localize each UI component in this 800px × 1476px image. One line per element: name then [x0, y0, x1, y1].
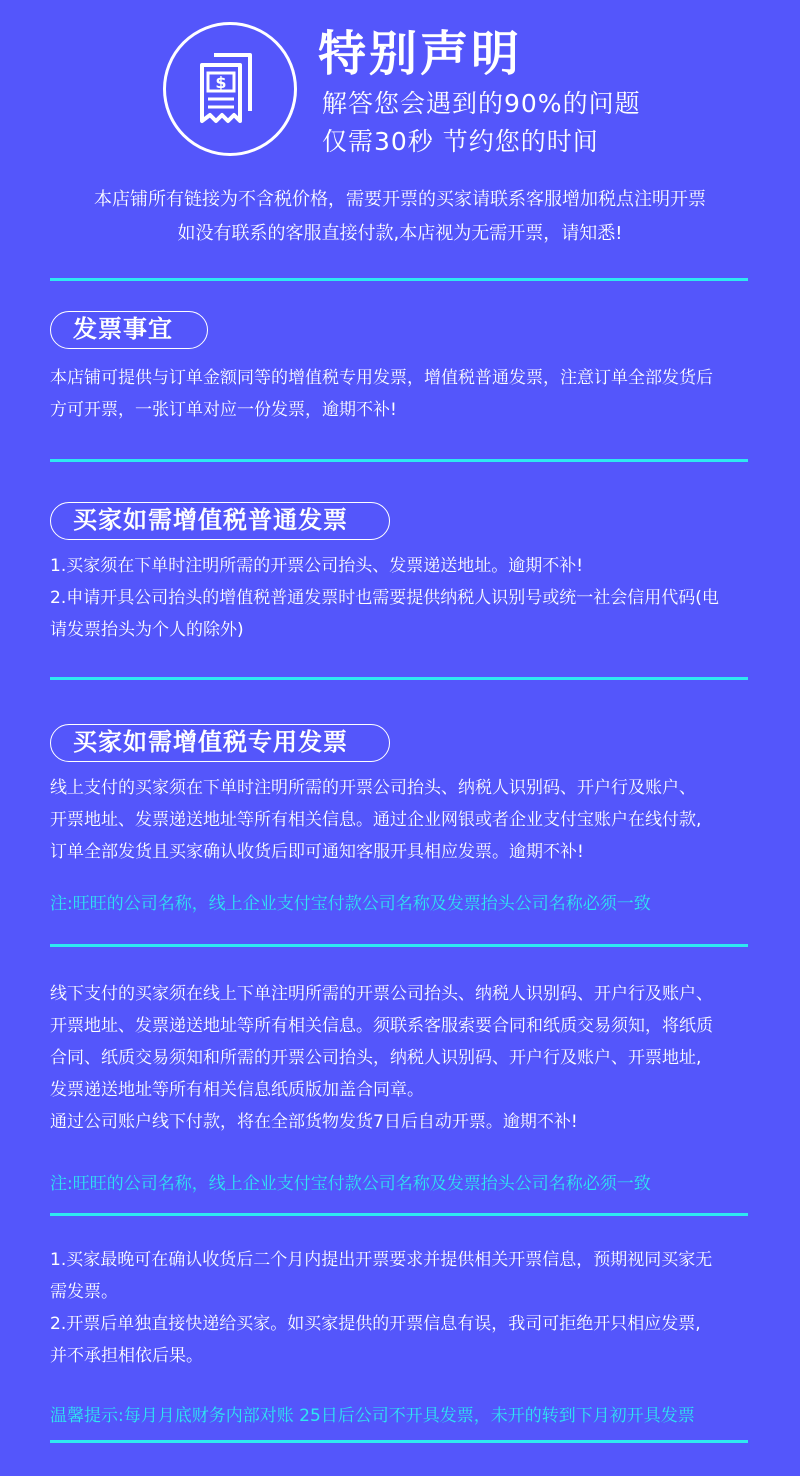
section-heading-normal-vat: 买家如需增值税普通发票 — [50, 502, 390, 540]
section-final-body — [50, 1244, 760, 1372]
text-line: 开票地址、发票递送地址等所有相关信息。通过企业网银或者企业支付宝账户在线付款, — [50, 810, 702, 830]
section-normal-body — [50, 550, 760, 646]
text-line: 订单全部发货且买家确认收货后即可通知客服开具相应发票。逾期不补! — [50, 842, 584, 862]
divider — [50, 677, 748, 680]
text-line: 2.申请开具公司抬头的增值税普通发票时也需要提供纳税人识别号或统一社会信用代码(电 — [50, 588, 719, 608]
text-line: 线下支付的买家须在线上下单注明所需的开票公司抬头、纳税人识别码、开户行及账户、 — [50, 984, 713, 1004]
divider — [50, 278, 748, 281]
section-special-note: 注:旺旺的公司名称，线上企业支付宝付款公司名称及发票抬头公司名称必须一致 — [50, 894, 651, 914]
text-line: 方可开票，一张订单对应一份发票，逾期不补! — [50, 400, 397, 420]
text-line: 1.买家最晚可在确认收货后二个月内提出开票要求并提供相关开票信息，预期视同买家无 — [50, 1250, 713, 1270]
text-line: 1.买家须在下单时注明所需的开票公司抬头、发票递送地址。逾期不补! — [50, 556, 584, 576]
notice-line-2: 如没有联系的客服直接付款,本店视为无需开票，请知悉! — [177, 223, 623, 244]
svg-text:$: $ — [215, 73, 227, 92]
receipt-dollar-icon — [163, 22, 297, 156]
text-line: 需发票。 — [50, 1282, 118, 1302]
text-line: 线上支付的买家须在下单时注明所需的开票公司抬头、纳税人识别码、开户行及账户、 — [50, 778, 696, 798]
section-heading-special-vat: 买家如需增值税专用发票 — [50, 724, 390, 762]
section-heading-invoice: 发票事宜 — [50, 311, 208, 349]
section-invoice-body — [50, 362, 760, 426]
section-offline-body — [50, 978, 760, 1138]
warm-tip-note: 温馨提示:每月月底财务内部对账 25日后公司不开具发票，未开的转到下月初开具发票 — [50, 1406, 695, 1426]
divider — [50, 1440, 748, 1443]
text-line: 本店铺可提供与订单金额同等的增值税专用发票，增值税普通发票，注意订单全部发货后 — [50, 368, 713, 388]
section-offline-note: 注:旺旺的公司名称，线上企业支付宝付款公司名称及发票抬头公司名称必须一致 — [50, 1174, 651, 1194]
notice-line-1: 本店铺所有链接为不含税价格，需要开票的买家请联系客服增加税点注明开票 — [94, 189, 706, 210]
text-line: 2.开票后单独直接快递给买家。如买家提供的开票信息有误，我司可拒绝开只相应发票, — [50, 1314, 701, 1334]
text-line: 请发票抬头为个人的除外) — [50, 620, 244, 640]
text-line: 开票地址、发票递送地址等所有相关信息。须联系客服索要合同和纸质交易须知，将纸质 — [50, 1016, 713, 1036]
section-special-body — [50, 772, 760, 868]
text-line: 通过公司账户线下付款，将在全部货物发货7日后自动开票。逾期不补! — [50, 1112, 578, 1132]
page-title: 特别声明 — [318, 26, 523, 82]
text-line: 合同、纸质交易须知和所需的开票公司抬头，纳税人识别码、开户行及账户、开票地址, — [50, 1048, 702, 1068]
divider — [50, 459, 748, 462]
divider — [50, 1213, 748, 1216]
divider — [50, 944, 748, 947]
subtitle-line-2: 仅需30秒 节约您的时间 — [322, 127, 599, 156]
text-line: 并不承担相依后果。 — [50, 1346, 203, 1366]
text-line: 发票递送地址等所有相关信息纸质版加盖合同章。 — [50, 1080, 424, 1100]
subtitle-line-1: 解答您会遇到的90%的问题 — [322, 89, 641, 118]
